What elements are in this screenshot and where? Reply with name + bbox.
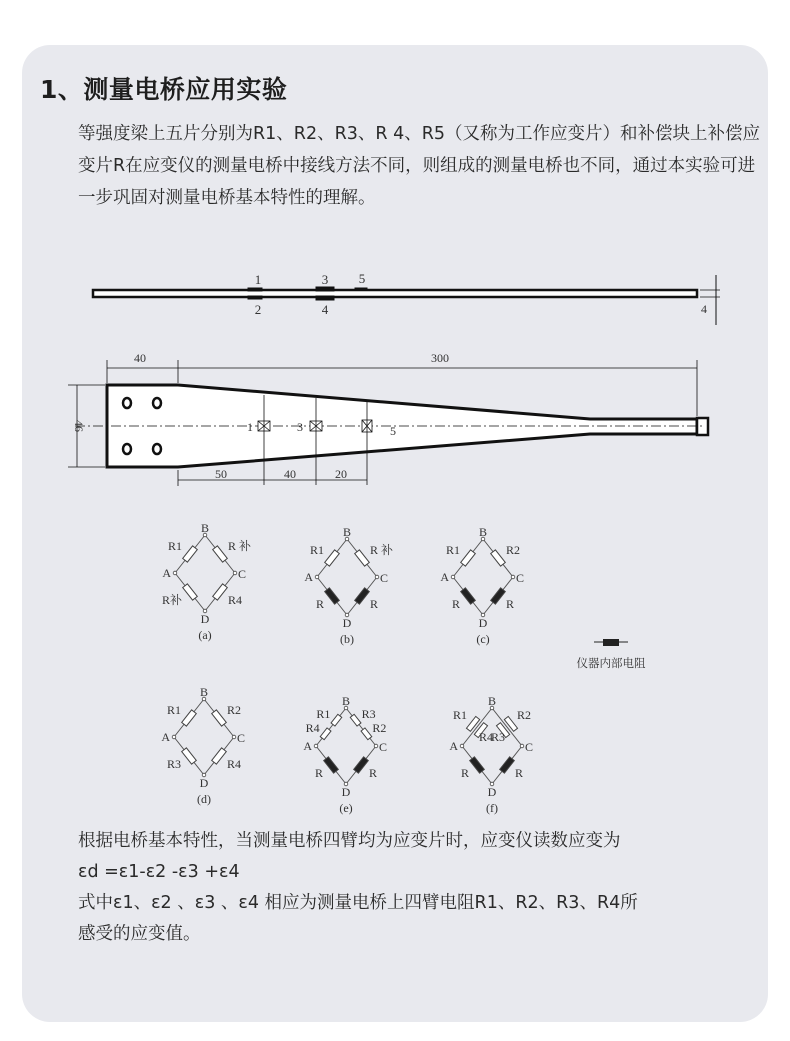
arm-label: R3: [490, 730, 505, 744]
intro-paragraph: 等强度梁上五片分别为R1、R2、R3、R 4、R5（又称为工作应变片）和补偿块上补偿应变片R在应变仪的测量电桥中接线方法不同，则组成的测量电桥也不同，通过本实验可进一步巩固对测量电桥基本特性的理解。: [78, 124, 761, 208]
strain-gauge: [212, 748, 227, 764]
arm-label: R4: [305, 720, 320, 735]
bridge-diagrams: [161, 521, 533, 815]
arm-label: R1: [166, 703, 181, 717]
node-label-c: C: [525, 740, 534, 754]
internal-resistor: [354, 757, 369, 773]
strain-gauge: [350, 714, 361, 726]
bridge-caption: (b): [340, 632, 354, 646]
node-label-c: C: [237, 731, 246, 745]
strain-gauge: [504, 716, 517, 731]
strain-gauge: [213, 584, 228, 600]
node-A: [460, 744, 464, 748]
arm-label: R1: [316, 707, 331, 722]
arm-label: R: [515, 766, 524, 780]
arm-label: R1: [167, 539, 182, 553]
arm-label: R1: [445, 543, 460, 557]
arm-label: R2: [372, 720, 387, 735]
conclusion-line: 根据电桥基本特性，当测量电桥四臂均为应变片时，应变仪读数应变为: [78, 831, 621, 851]
internal-resistor: [470, 757, 485, 773]
arm-label: R3: [166, 757, 181, 771]
dim-width: 46: [72, 420, 86, 432]
arm-label: R1: [309, 543, 324, 557]
dim-50: 50: [215, 467, 227, 481]
beam-side-view: [93, 275, 720, 325]
node-label-d: D: [199, 776, 209, 790]
node-label-d: D: [341, 785, 351, 799]
node-label-d: D: [487, 785, 497, 799]
node-label-c: C: [380, 571, 389, 585]
side-label-4: 4: [321, 302, 329, 317]
strain-gauge: [461, 550, 476, 566]
node-label-a: A: [440, 570, 449, 584]
conclusion-line: 感受的应变值。: [78, 924, 201, 944]
arm-label: R: [451, 597, 460, 611]
gauge-4: [316, 296, 334, 300]
arm-label: R: [369, 766, 378, 780]
legend-internal-resistor: [577, 639, 646, 670]
node-C: [375, 575, 379, 579]
node-label-d: D: [342, 616, 352, 630]
node-label-a: A: [303, 739, 312, 753]
node-label-c: C: [379, 740, 388, 754]
side-label-3: 3: [321, 272, 329, 287]
beam-top-view: [68, 360, 708, 486]
node-label-a: A: [449, 739, 458, 753]
legend-label: 仪器内部电阻: [576, 656, 646, 670]
node-label-d: D: [478, 616, 488, 630]
internal-resistor: [500, 757, 515, 773]
arm-label: R: [370, 597, 379, 611]
arm-label: R1: [452, 708, 467, 722]
dim-40: 40: [284, 467, 296, 481]
arm-label: R4: [227, 757, 242, 771]
dim-beam-length: 300: [431, 351, 449, 365]
side-label-5: 5: [358, 271, 366, 286]
gauge-2: [248, 296, 262, 299]
strain-gauge: [183, 546, 198, 562]
arm-label: R4: [228, 593, 243, 607]
arm-label: R: [460, 766, 469, 780]
node-C: [520, 744, 524, 748]
node-A: [314, 744, 318, 748]
dim-20: 20: [335, 467, 347, 481]
thickness-label: 4: [701, 302, 707, 316]
node-label-c: C: [516, 571, 525, 585]
top-label-3: 3: [297, 420, 303, 434]
bridge-caption: (f): [486, 801, 498, 815]
strain-gauge: [325, 550, 340, 566]
strain-gauge: [212, 710, 227, 726]
node-C: [233, 571, 237, 575]
gauge-1: [248, 288, 262, 291]
side-label-1: 1: [254, 272, 262, 287]
strain-gauge: [355, 550, 370, 566]
strain-gauge: [183, 584, 198, 600]
arm-label: R4: [479, 730, 494, 744]
node-A: [172, 735, 176, 739]
node-label-b: B: [342, 525, 352, 539]
arm-label: R补: [161, 593, 182, 607]
bridge-caption: (e): [339, 801, 353, 815]
internal-resistor-icon: [603, 639, 619, 646]
node-C: [374, 744, 378, 748]
arm-label: R3: [361, 707, 376, 722]
arm-label: R2: [506, 543, 521, 557]
arm-label: R 补: [228, 539, 252, 553]
internal-resistor: [461, 588, 476, 604]
side-label-2: 2: [254, 302, 262, 317]
strain-gauge: [491, 550, 506, 566]
node-label-a: A: [161, 730, 170, 744]
arm-label: R: [315, 597, 324, 611]
internal-resistor: [325, 588, 340, 604]
node-label-a: A: [162, 566, 171, 580]
node-label-c: C: [238, 567, 247, 581]
strain-gauge: [361, 728, 372, 740]
arm-label: R 补: [370, 543, 394, 557]
conclusion-line: 式中ε1、ε2 、ε3 、ε4 相应为测量电桥上四臂电阻R1、R2、R3、R4所: [78, 893, 638, 913]
strain-gauge: [182, 710, 197, 726]
internal-resistor: [324, 757, 339, 773]
conclusion-paragraph: [78, 826, 768, 950]
node-label-b: B: [199, 685, 209, 699]
section-title: 1、测量电桥应用实验: [40, 75, 288, 104]
node-C: [511, 575, 515, 579]
strain-gauge: [213, 546, 228, 562]
gauge-5: [355, 288, 367, 290]
arm-label: R2: [517, 708, 532, 722]
node-A: [173, 571, 177, 575]
bridge-caption: (d): [197, 792, 211, 806]
strain-gauge: [331, 714, 342, 726]
node-label-b: B: [341, 694, 351, 708]
node-label-a: A: [304, 570, 313, 584]
top-label-5: 5: [390, 424, 396, 438]
node-label-d: D: [200, 612, 210, 626]
strain-gauge: [182, 748, 197, 764]
bridge-caption: (a): [198, 628, 212, 642]
node-label-b: B: [487, 694, 497, 708]
arm-label: R2: [227, 703, 242, 717]
strain-gauge: [466, 716, 479, 731]
dim-fixed-length: 40: [134, 351, 146, 365]
node-label-b: B: [200, 521, 210, 535]
internal-resistor: [491, 588, 506, 604]
node-A: [451, 575, 455, 579]
formula: εd =ε1-ε2 -ε3 +ε4: [78, 862, 240, 882]
node-C: [232, 735, 236, 739]
bridge-caption: (c): [476, 632, 490, 646]
internal-resistor: [355, 588, 370, 604]
arm-label: R: [314, 766, 323, 780]
gauge-3: [316, 287, 334, 291]
strain-gauge: [320, 728, 331, 740]
arm-label: R: [506, 597, 515, 611]
node-label-b: B: [478, 525, 488, 539]
top-label-1: 1: [247, 420, 253, 434]
node-A: [315, 575, 319, 579]
